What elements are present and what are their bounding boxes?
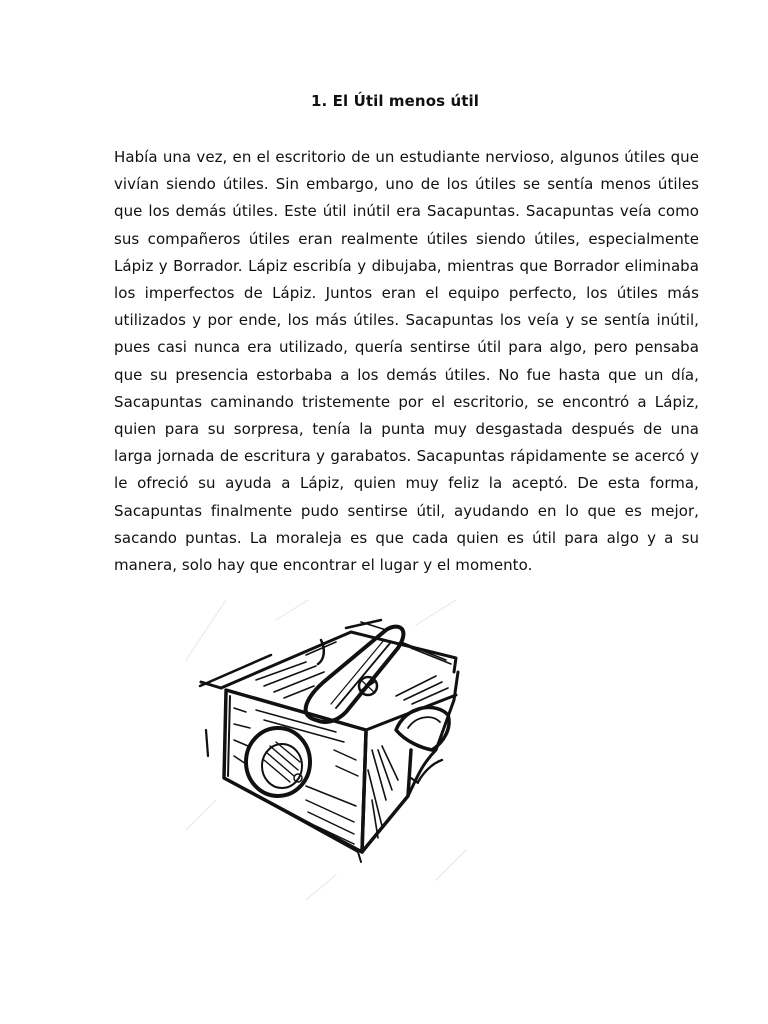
document-title: 1. El Útil menos útil xyxy=(311,92,479,110)
story-paragraph: Había una vez, en el escritorio de un estudiante nervioso, algunos útiles que vivían siendo útiles. Sin embargo, uno de los útiles se sentía menos útiles que los demás útiles. Este útil inútil era Sacapuntas. Sacapuntas veía como sus compañeros útiles eran realmente útiles siendo útiles, especialmente Lápiz y Borrador. Lápiz escribía y dibujaba, mientras que Borrador eliminaba los imperfectos de Lápiz. Juntos eran el equipo perfecto, los útiles más utilizados y por ende, los más útiles. Sacapuntas los veía y se sentía inútil, pues casi nunca era utilizado, quería sentirse útil para algo, pero pensaba que su presencia estorbaba a los demás útiles. No fue hasta que un día, Sacapuntas caminando tristemente por el escritorio, se encontró a Lápiz, quien para su sorpresa, tenía la punta muy desgastada después de una larga jornada de escritura y garabatos. Sacapuntas rápidamente se acercó y le ofreció su ayuda a Lápiz, quien muy feliz la aceptó. De esta forma, Sacapuntas finalmente pudo sentirse útil, ayudando en lo que es mejor, sacando puntas. La moraleja es que cada quien es útil para algo y a su manera, solo hay que encontrar el lugar y el momento. xyxy=(114,148,699,575)
pencil-sharpener-sketch-icon xyxy=(186,600,472,900)
